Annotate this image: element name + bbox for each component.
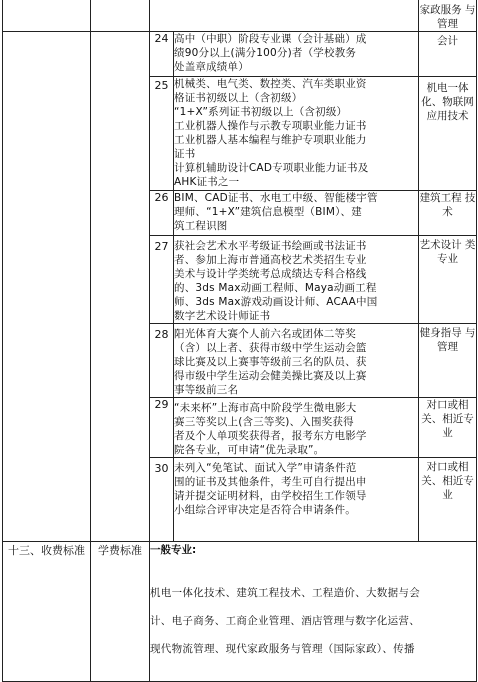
major-cell xyxy=(419,458,477,542)
condition-line: 院各专业，可申请“优先录取”。 xyxy=(174,444,325,456)
row-number: 29 xyxy=(150,398,174,458)
major-text: 技术 xyxy=(442,192,476,218)
condition-text xyxy=(174,398,419,458)
condition-line: 者及个人单项奖获得者，报考东方电影学 xyxy=(174,430,367,442)
row-number: 26 xyxy=(150,191,174,236)
condition-line: 获社会艺术水平考级证书绘画或书法证书 xyxy=(174,240,367,252)
blank-cell xyxy=(150,0,419,32)
blank-cell xyxy=(3,0,91,32)
condition-line: 围的证书及其他条件，考生可自行提出申 xyxy=(174,476,367,488)
condition-line: 事等级前三名 xyxy=(174,384,239,396)
major-cell xyxy=(419,32,477,77)
condition-text xyxy=(174,191,419,236)
condition-line: 处盖章成绩单） xyxy=(174,61,249,73)
condition-line: （含）以上者、获得市级中学生运动会篮 xyxy=(174,342,367,354)
condition-line: “1+X”系列证书初级以上（含初级） xyxy=(174,106,348,118)
condition-line: 证书 xyxy=(174,148,196,160)
major-text: 对口或相 xyxy=(426,399,469,411)
blank-cell xyxy=(3,32,91,542)
sub-section-label: 学费标准 xyxy=(91,542,150,682)
table-row xyxy=(3,32,477,77)
condition-line: 工业机器人操作与示教专项职业能力证书 xyxy=(174,120,367,132)
row-number: 25 xyxy=(150,77,174,191)
condition-line: 美术与设计学类统考总成绩达专科合格线 xyxy=(174,268,367,280)
condition-line: 阳光体育大赛个人前六名或团体二等奖 xyxy=(174,328,356,340)
major-text: 化、物联网 xyxy=(421,96,474,108)
condition-text xyxy=(174,324,419,398)
condition-line: BIM、CAD证书、水电工中级、智能楼宇管 xyxy=(174,192,378,204)
major-text: 业 xyxy=(442,427,453,439)
condition-line: 理师、“1+X”建筑信息模型（BIM）、建 xyxy=(174,206,362,218)
major-text: 会计 xyxy=(437,35,458,47)
major-text: 健身指导 xyxy=(419,327,462,339)
table-row xyxy=(3,0,477,32)
major-text: 应用技术 xyxy=(426,110,469,122)
fees-content xyxy=(150,542,477,682)
major-text: 艺术设计 xyxy=(419,239,462,251)
condition-line: “未来杯”上海市高中阶段学生微电影大 xyxy=(174,402,357,414)
row-number: 30 xyxy=(150,458,174,542)
blank-cell xyxy=(91,0,150,32)
condition-line: 高中（中职）阶段专业课（会计基础）成 xyxy=(174,33,367,45)
condition-line: 未列入“免笔试、面试入学”申请条件范 xyxy=(174,462,357,474)
condition-line: 球比赛及以上赛事等级前三名的队员、获 xyxy=(174,356,367,368)
condition-line: 绩90分以上(满分100分)者（学校教务 xyxy=(174,47,357,59)
condition-text xyxy=(174,236,419,324)
major-text: 建筑工程 xyxy=(419,192,462,204)
major-text: 机电一体 xyxy=(426,82,469,94)
fees-line: 现代物流管理、现代家政服务与管理（国际家政）、传播 xyxy=(150,643,415,655)
condition-line: 请并提交证明材料，由学校招生工作领导 xyxy=(174,490,367,502)
major-cell xyxy=(419,324,477,398)
major-text: 关、相近专 xyxy=(421,475,474,487)
major-cell xyxy=(419,398,477,458)
table-row xyxy=(3,542,477,682)
major-text: 类专业 xyxy=(437,239,476,265)
condition-line: 筑工程识图 xyxy=(174,220,228,232)
fees-title: 一般专业: xyxy=(150,544,197,556)
condition-line: 小组综合评审决定是否符合申请条件。 xyxy=(174,504,356,516)
major-text: 家政服务 xyxy=(419,4,462,16)
blank-cell xyxy=(91,32,150,542)
condition-line: 师、3ds Max游戏动画设计师、ACAA中国 xyxy=(174,296,378,308)
condition-line: 者、参加上海市普通高校艺术类招生专业 xyxy=(174,254,367,266)
condition-line: 数字艺术设计师证书 xyxy=(174,310,271,322)
row-number: 27 xyxy=(150,236,174,324)
section-label: 十三、收费标准 xyxy=(3,542,91,682)
major-text: 关、相近专 xyxy=(421,413,474,425)
major-cell xyxy=(419,0,477,32)
major-cell xyxy=(419,77,477,191)
fees-line: 计、电子商务、工商企业管理、酒店管理与数字化运营、 xyxy=(150,615,420,627)
fees-line: 机电一体化技术、建筑工程技术、工程造价、大数据与会 xyxy=(150,587,420,599)
condition-line: 的、3ds Max动画工程师、Maya动画工程 xyxy=(174,282,377,294)
admission-conditions-table xyxy=(2,0,477,682)
condition-text xyxy=(174,458,419,542)
condition-text xyxy=(174,77,419,191)
condition-line: 得市级中学生运动会健美操比赛及以上赛 xyxy=(174,370,367,382)
condition-line: 格证书初级以上（含初级） xyxy=(174,92,303,104)
condition-line: 机械类、电气类、数控类、汽车类职业资 xyxy=(174,78,367,90)
condition-line: 赛三等奖以上(含三等奖)、入围奖获得 xyxy=(174,416,354,428)
major-text: 对口或相 xyxy=(426,461,469,473)
condition-line: 工业机器人基本编程与维护专项职业能力 xyxy=(174,134,367,146)
row-number: 28 xyxy=(150,324,174,398)
major-cell xyxy=(419,236,477,324)
major-cell xyxy=(419,191,477,236)
condition-text xyxy=(174,32,419,77)
condition-line: 计算机辅助设计CAD专项职业能力证书及 xyxy=(174,162,369,174)
row-number: 24 xyxy=(150,32,174,77)
major-text: 业 xyxy=(442,489,453,501)
major-text: 与管理 xyxy=(437,4,476,30)
major-text: 与管理 xyxy=(437,327,476,353)
condition-line: AHK证书之一 xyxy=(174,176,240,188)
